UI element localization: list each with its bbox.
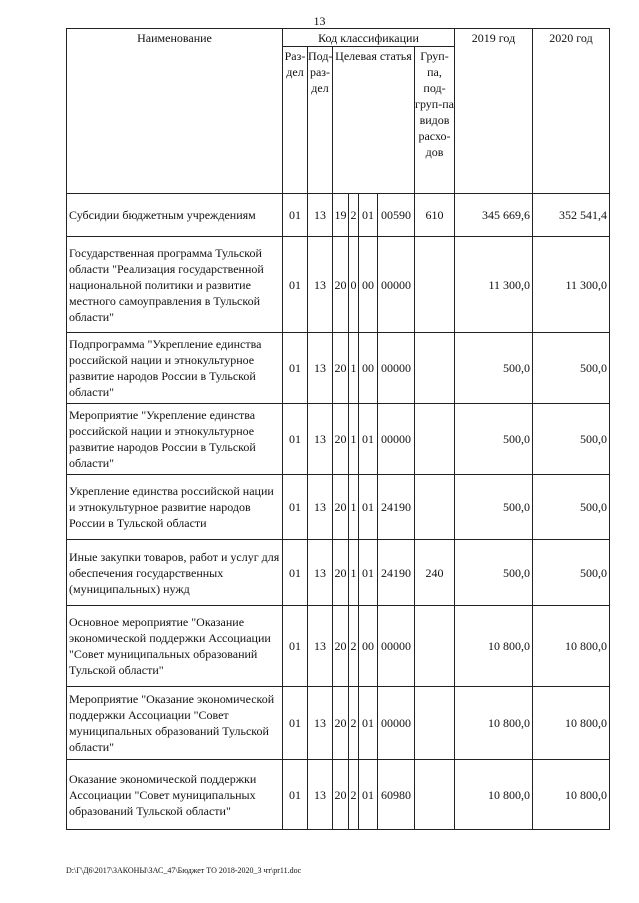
cell-t4: 24190 [378,475,415,540]
table-row [67,687,610,760]
cell-podrazdel: 13 [308,237,333,333]
cell-razdel: 01 [283,404,308,475]
cell-group [415,333,455,404]
cell-t1: 20 [333,333,349,404]
header-group: Груп-па, под-груп-па видов расхо-дов [415,47,455,194]
cell-y2020: 352 541,4 [533,194,610,237]
cell-y2020: 10 800,0 [533,687,610,760]
cell-name: Государственная программа Тульской области "Реализация государственной национальной политики и развитие местного самоуправления в Тульской области" [67,237,283,333]
cell-razdel: 01 [283,237,308,333]
cell-podrazdel: 13 [308,333,333,404]
cell-group [415,237,455,333]
cell-t3: 01 [359,194,378,237]
cell-podrazdel: 13 [308,606,333,687]
table-row [67,540,610,606]
cell-t1: 19 [333,194,349,237]
cell-podrazdel: 13 [308,475,333,540]
cell-razdel: 01 [283,194,308,237]
cell-y2020: 500,0 [533,475,610,540]
cell-podrazdel: 13 [308,760,333,830]
cell-razdel: 01 [283,540,308,606]
cell-t3: 01 [359,404,378,475]
cell-group [415,404,455,475]
header-razdel: Раз-дел [283,47,308,194]
header-2019: 2019 год [455,29,533,194]
cell-y2019: 11 300,0 [455,237,533,333]
cell-y2019: 500,0 [455,540,533,606]
cell-razdel: 01 [283,687,308,760]
cell-group [415,606,455,687]
table-row [67,475,610,540]
cell-t2: 2 [349,687,359,760]
cell-t3: 01 [359,475,378,540]
cell-podrazdel: 13 [308,194,333,237]
cell-name: Основное мероприятие "Оказание экономической поддержки Ассоциации "Совет муниципальных образований Тульской области" [67,606,283,687]
cell-t3: 00 [359,606,378,687]
header-name: Наименование [67,29,283,194]
cell-t4: 24190 [378,540,415,606]
cell-t1: 20 [333,404,349,475]
cell-t2: 2 [349,760,359,830]
cell-y2020: 10 800,0 [533,606,610,687]
table-body [67,194,610,830]
cell-name: Иные закупки товаров, работ и услуг для обеспечения государственных (муниципальных) нужд [67,540,283,606]
cell-t2: 1 [349,475,359,540]
cell-y2019: 500,0 [455,333,533,404]
cell-t3: 01 [359,760,378,830]
cell-t1: 20 [333,475,349,540]
cell-podrazdel: 13 [308,404,333,475]
cell-name: Мероприятие "Оказание экономической поддержки Ассоциации "Совет муниципальных образований Тульской области" [67,687,283,760]
page-number: 13 [313,14,326,28]
cell-t4: 00000 [378,333,415,404]
table-row [67,606,610,687]
cell-razdel: 01 [283,475,308,540]
cell-name: Оказание экономической поддержки Ассоциации "Совет муниципальных образований Тульской области" [67,760,283,830]
cell-group [415,760,455,830]
cell-razdel: 01 [283,333,308,404]
cell-t3: 01 [359,540,378,606]
file-path-footer: D:\Г\Д6\2017\ЗАКОНЫ\ЗАС_47\Бюджет ТО 2018-2020_3 чт\pr11.doc [66,866,302,875]
table-row [67,333,610,404]
cell-t1: 20 [333,540,349,606]
cell-y2019: 10 800,0 [455,606,533,687]
cell-y2020: 500,0 [533,540,610,606]
cell-group [415,687,455,760]
cell-t2: 1 [349,404,359,475]
cell-y2020: 500,0 [533,404,610,475]
cell-y2019: 10 800,0 [455,760,533,830]
cell-podrazdel: 13 [308,687,333,760]
cell-t4: 00000 [378,687,415,760]
cell-group: 240 [415,540,455,606]
cell-y2019: 10 800,0 [455,687,533,760]
cell-t2: 1 [349,540,359,606]
cell-t4: 60980 [378,760,415,830]
cell-t3: 01 [359,687,378,760]
header-podrazdel: Под-раз-дел [308,47,333,194]
cell-t1: 20 [333,760,349,830]
cell-t1: 20 [333,606,349,687]
cell-name: Субсидии бюджетным учреждениям [67,194,283,237]
cell-t2: 1 [349,333,359,404]
table-row [67,404,610,475]
cell-group: 610 [415,194,455,237]
table-row [67,237,610,333]
cell-t4: 00000 [378,606,415,687]
cell-y2019: 345 669,6 [455,194,533,237]
header-target-article: Целевая статья [333,47,415,194]
cell-t4: 00000 [378,237,415,333]
cell-t2: 2 [349,194,359,237]
cell-razdel: 01 [283,760,308,830]
cell-y2019: 500,0 [455,404,533,475]
cell-t4: 00590 [378,194,415,237]
cell-razdel: 01 [283,606,308,687]
header-2020: 2020 год [533,29,610,194]
cell-t2: 2 [349,606,359,687]
cell-t4: 00000 [378,404,415,475]
cell-t1: 20 [333,687,349,760]
cell-y2019: 500,0 [455,475,533,540]
cell-t2: 0 [349,237,359,333]
cell-name: Мероприятие "Укрепление единства российской нации и этнокультурное развитие народов России в Тульской области" [67,404,283,475]
cell-name: Подпрограмма "Укрепление единства российской нации и этнокультурное развитие народов России в Тульской области" [67,333,283,404]
cell-y2020: 500,0 [533,333,610,404]
table-row [67,760,610,830]
cell-y2020: 10 800,0 [533,760,610,830]
cell-podrazdel: 13 [308,540,333,606]
cell-t3: 00 [359,237,378,333]
cell-t3: 00 [359,333,378,404]
cell-y2020: 11 300,0 [533,237,610,333]
cell-t1: 20 [333,237,349,333]
table-row [67,194,610,237]
budget-table [66,28,610,830]
cell-name: Укрепление единства российской нации и этнокультурное развитие народов России в Тульской области [67,475,283,540]
header-code: Код классификации [283,29,455,47]
cell-group [415,475,455,540]
